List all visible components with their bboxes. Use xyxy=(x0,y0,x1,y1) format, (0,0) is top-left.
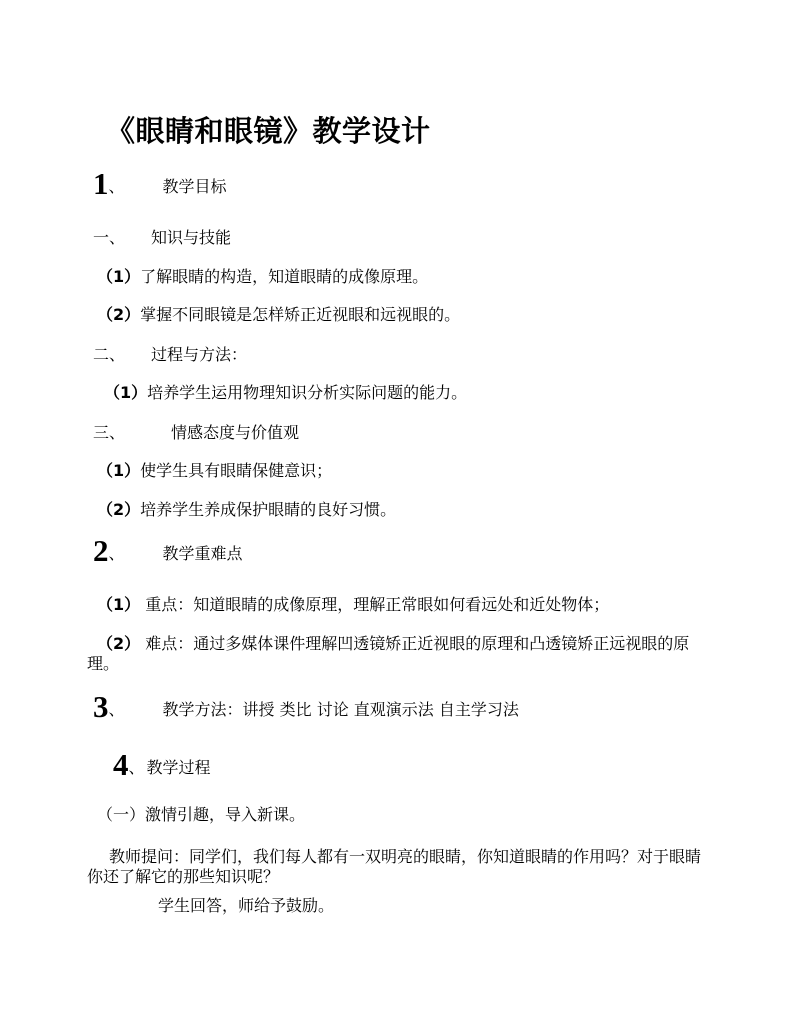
section-separator: 、 xyxy=(108,544,125,563)
item-number: （1） xyxy=(97,461,141,480)
subsection-heading-3 xyxy=(93,423,299,443)
subsection-heading-1 xyxy=(93,228,231,248)
item-number: （2） xyxy=(97,500,141,519)
list-item xyxy=(104,383,467,403)
item-number: （1） xyxy=(97,267,141,286)
section-number: 3 xyxy=(93,689,109,724)
subsection-label: 情感态度与价值观 xyxy=(171,423,300,442)
item-text: 难点：通过多媒体课件理解凹透镜矫正近视眼的原理和凸透镜矫正远视眼的原理。 xyxy=(87,634,690,673)
section-number: 1 xyxy=(93,166,109,201)
item-number: （2） xyxy=(97,305,141,324)
list-item xyxy=(87,634,702,674)
subsection-label: 过程与方法： xyxy=(151,345,248,364)
section-number: 2 xyxy=(93,533,109,568)
section-separator: 、 xyxy=(128,758,145,777)
section-label: 教学方法：讲授 类比 讨论 直观演示法 自主学习法 xyxy=(162,700,519,719)
item-number: （1） xyxy=(97,595,141,614)
item-text: 培养学生养成保护眼睛的良好习惯。 xyxy=(140,500,397,519)
list-item xyxy=(97,595,609,615)
section-number: 4 xyxy=(113,747,129,782)
section-label: 教学目标 xyxy=(162,177,227,196)
document-title: 《眼睛和眼镜》教学设计 xyxy=(106,114,431,148)
list-item xyxy=(97,267,428,287)
list-item xyxy=(97,305,460,325)
subsection-number: 三、 xyxy=(93,423,126,442)
section-heading-3 xyxy=(93,689,519,724)
subsection-number: 一、 xyxy=(93,228,126,247)
subsection-number: 二、 xyxy=(93,345,126,364)
section-separator: 、 xyxy=(108,700,125,719)
subsection-label: 知识与技能 xyxy=(151,228,232,247)
item-number: （1） xyxy=(104,383,148,402)
item-text: 了解眼睛的构造，知道眼睛的成像原理。 xyxy=(140,267,429,286)
section-separator: 、 xyxy=(108,177,125,196)
paragraph: 教师提问：同学们，我们每人都有一双明亮的眼睛，你知道眼睛的作用吗？对于眼睛你还了解它的那些知识呢？ xyxy=(87,847,702,886)
part-heading-1: （一）激情引趣，导入新课。 xyxy=(97,805,306,824)
section-heading-4 xyxy=(113,747,211,782)
item-text: 重点：知道眼睛的成像原理，理解正常眼如何看远处和近处物体； xyxy=(140,595,610,614)
item-text: 培养学生运用物理知识分析实际问题的能力。 xyxy=(147,383,468,402)
section-heading-2 xyxy=(93,533,243,568)
paragraph: 学生回答，师给予鼓励。 xyxy=(158,896,335,915)
item-text: 掌握不同眼镜是怎样矫正近视眼和远视眼的。 xyxy=(140,305,461,324)
item-text: 使学生具有眼睛保健意识； xyxy=(140,461,333,480)
section-heading-1 xyxy=(93,166,227,201)
item-number: （2） xyxy=(97,634,141,653)
section-label: 教学过程 xyxy=(146,758,211,777)
list-item xyxy=(97,461,332,481)
subsection-heading-2 xyxy=(93,345,247,365)
list-item xyxy=(97,500,396,520)
section-label: 教学重难点 xyxy=(162,544,243,563)
